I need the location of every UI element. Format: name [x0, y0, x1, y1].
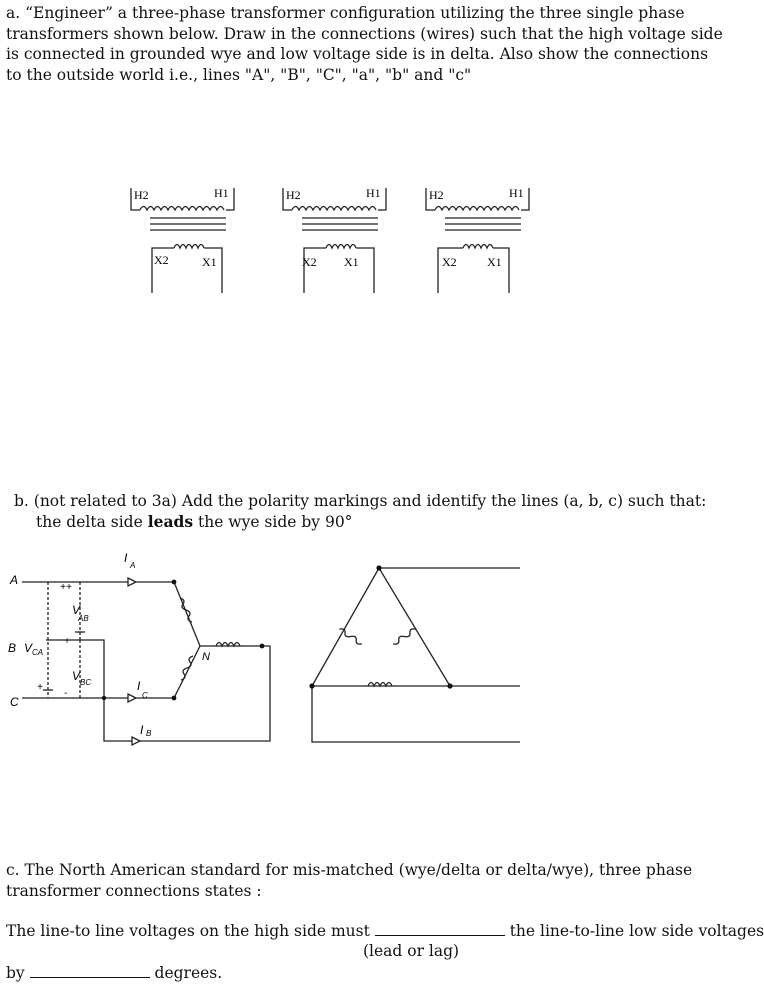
v-bc-sub: BC: [80, 678, 92, 687]
i-b-sub: B: [146, 729, 152, 738]
question-b-text-end: the wye side by 90°: [193, 512, 353, 531]
v-bc-main: V: [72, 669, 81, 683]
h1-label: H1: [509, 186, 524, 200]
question-b-text: the delta side: [36, 512, 148, 531]
question-b: [14, 491, 734, 532]
question-b-lead: b. (not related to 3a) Add the polarity markings and identify the lines (a, b, c) such that:: [14, 492, 707, 510]
lead-lag-hint: (lead or lag): [363, 942, 460, 960]
h1-label: H1: [214, 186, 229, 200]
h2-label: H2: [286, 188, 301, 202]
question-b-bold: leads: [147, 511, 194, 531]
neutral-label: N: [202, 651, 210, 663]
plus-sign-1: +: [60, 582, 66, 593]
v-ca-main: V: [24, 641, 33, 655]
fill-in-line-2: [6, 963, 222, 982]
i-c-main: I: [137, 679, 141, 693]
i-a-main: I: [124, 551, 128, 565]
plus-sign-4: +: [37, 682, 43, 693]
lead-lag-blank[interactable]: [375, 921, 505, 936]
v-ab-main: V: [72, 603, 81, 617]
x2-label: X2: [154, 253, 169, 267]
fill-in-line-1: [6, 921, 764, 940]
question-a-prefix: a.: [6, 4, 26, 22]
h2-label: H2: [134, 188, 149, 202]
transformer-diagrams: [0, 170, 730, 310]
fill-in-text-2: the line-to-line low side voltages: [504, 922, 764, 940]
plus-sign-2: +: [66, 582, 72, 593]
line-c-label: C: [10, 695, 19, 709]
plus-sign-3: +: [64, 636, 70, 647]
minus-sign: -: [64, 688, 68, 699]
line-a-label: A: [10, 573, 19, 587]
line-b-label: B: [8, 641, 17, 655]
degrees-blank[interactable]: [30, 963, 150, 978]
x1-label: X1: [344, 255, 359, 269]
x1-label: X1: [202, 255, 217, 269]
h2-label: H2: [429, 188, 444, 202]
i-b-main: I: [140, 723, 144, 737]
fill-in-text-1: The line-to line voltages on the high side must: [6, 922, 375, 940]
v-ab-sub: AB: [78, 614, 89, 623]
question-b-line2: [14, 512, 734, 533]
x2-label: X2: [442, 255, 457, 269]
fill-in-text-3: by: [6, 964, 30, 982]
transformer-1: [131, 186, 234, 293]
x2-label: X2: [302, 255, 317, 269]
i-c-sub: C: [142, 691, 148, 700]
x1-label: X1: [487, 255, 502, 269]
question-c: c. The North American standard for mis-matched (wye/delta or delta/wye), three phase transformer connections states :: [6, 861, 693, 900]
transformer-3: [426, 186, 529, 293]
transformer-2: [283, 186, 386, 293]
h1-label: H1: [366, 186, 381, 200]
v-ca-sub: CA: [32, 648, 44, 657]
i-a-sub: A: [130, 561, 136, 570]
wye-delta-diagram: [0, 548, 730, 758]
question-a: [6, 3, 726, 85]
question-a-text: “Engineer” a three-phase transformer configuration utilizing the three single phase transformers shown below. Draw in the connections (wires) such that the high voltage side is connected in grounded wye and low voltage side is in delta. Also show the connections to the outside world i.e., lines "A", "B", "C", "a", "b" and "c": [6, 4, 723, 84]
fill-in-text-4: degrees.: [149, 964, 223, 982]
